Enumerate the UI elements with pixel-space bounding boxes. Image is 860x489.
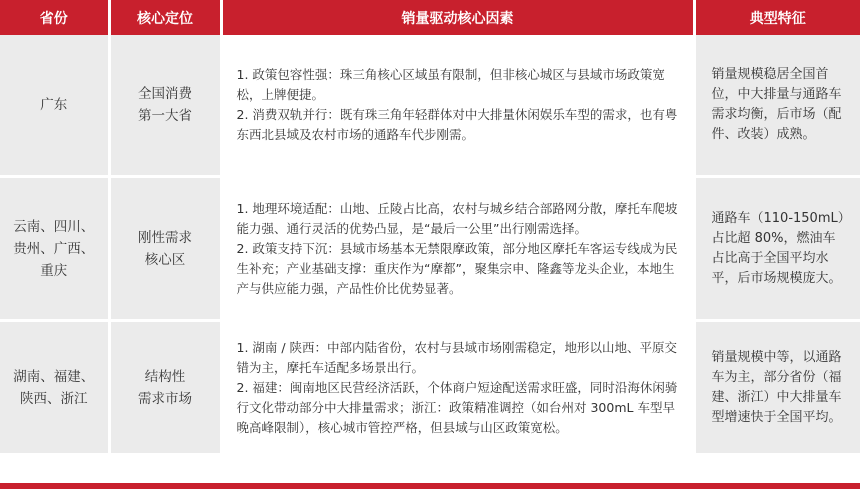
position-cell — [109, 177, 221, 321]
position-cell — [109, 321, 221, 455]
position-text: 结构性 需求市场 — [138, 368, 192, 407]
header-position: 核心定位 — [109, 0, 221, 35]
table-row — [0, 35, 860, 177]
traits-cell — [694, 35, 860, 177]
header-row — [0, 0, 860, 35]
province-text: 广东 — [40, 97, 68, 113]
province-cell — [0, 177, 109, 321]
factor-item: 1. 地理环境适配：山地、丘陵占比高，农村与城乡结合部路网分散，摩托车爬坡能力强、通行灵活的优势凸显，是“最后一公里”出行刚需选择。 — [236, 200, 678, 236]
traits-text: 销量规模稳居全国首位，中大排量与通路车需求均衡，后市场（配件、改装）成熟。 — [711, 67, 842, 142]
province-cell — [0, 35, 109, 177]
header-province: 省份 — [0, 0, 109, 35]
factors-cell — [221, 321, 694, 455]
position-text: 刚性需求 核心区 — [138, 229, 192, 268]
factor-item: 2. 政策支持下沉：县域市场基本无禁限摩政策，部分地区摩托车客运专线成为民生补充；产业基础支撑：重庆作为“摩都”，聚集宗申、隆鑫等龙头企业，本地生产与供应能力强，产品性价比优势显著。 — [236, 240, 678, 296]
factors-cell — [221, 35, 694, 177]
header-traits: 典型特征 — [694, 0, 860, 35]
position-cell — [109, 35, 221, 177]
bottom-accent-bar — [0, 483, 860, 489]
header-factors: 销量驱动核心因素 — [221, 0, 694, 35]
position-text: 全国消费 第一大省 — [138, 86, 192, 124]
traits-text: 通路车（110-150mL）占比超 80%，燃油车占比高于全国平均水平，后市场规模庞大。 — [711, 210, 845, 286]
province-cell — [0, 321, 109, 455]
traits-cell — [694, 177, 860, 321]
table-row — [0, 177, 860, 321]
province-text: 湖南、福建、 陕西、浙江 — [13, 368, 95, 407]
factors-cell — [221, 177, 694, 321]
factor-item: 1. 政策包容性强：珠三角核心区域虽有限制，但非核心城区与县域市场政策宽松，上牌便捷。 — [236, 67, 665, 102]
factor-item: 2. 消费双轨并行：既有珠三角年轻群体对中大排量休闲娱乐车型的需求，也有粤东西北县域及农村市场的通路车代步刚需。 — [236, 107, 678, 142]
factor-item: 2. 福建：闽南地区民营经济活跃，个体商户短途配送需求旺盛，同时沿海休闲骑行文化带动部分中大排量需求；浙江：政策精准调控（如台州对 300mL 车型早晚高峰限制），核心城市管控严格，但县域与山区政策宽松。 — [236, 379, 678, 435]
table-row — [0, 321, 860, 455]
province-text: 云南、四川、 贵州、广西、 重庆 — [13, 218, 95, 279]
traits-cell — [694, 321, 860, 455]
factor-item: 1. 湖南 / 陕西：中部内陆省份，农村与县域市场刚需稳定，地形以山地、平原交错为主，摩托车适配多场景出行。 — [236, 339, 678, 375]
traits-text: 销量规模中等，以通路车为主，部分省份（福建、浙江）中大排量车型增速快于全国平均。 — [711, 349, 842, 425]
